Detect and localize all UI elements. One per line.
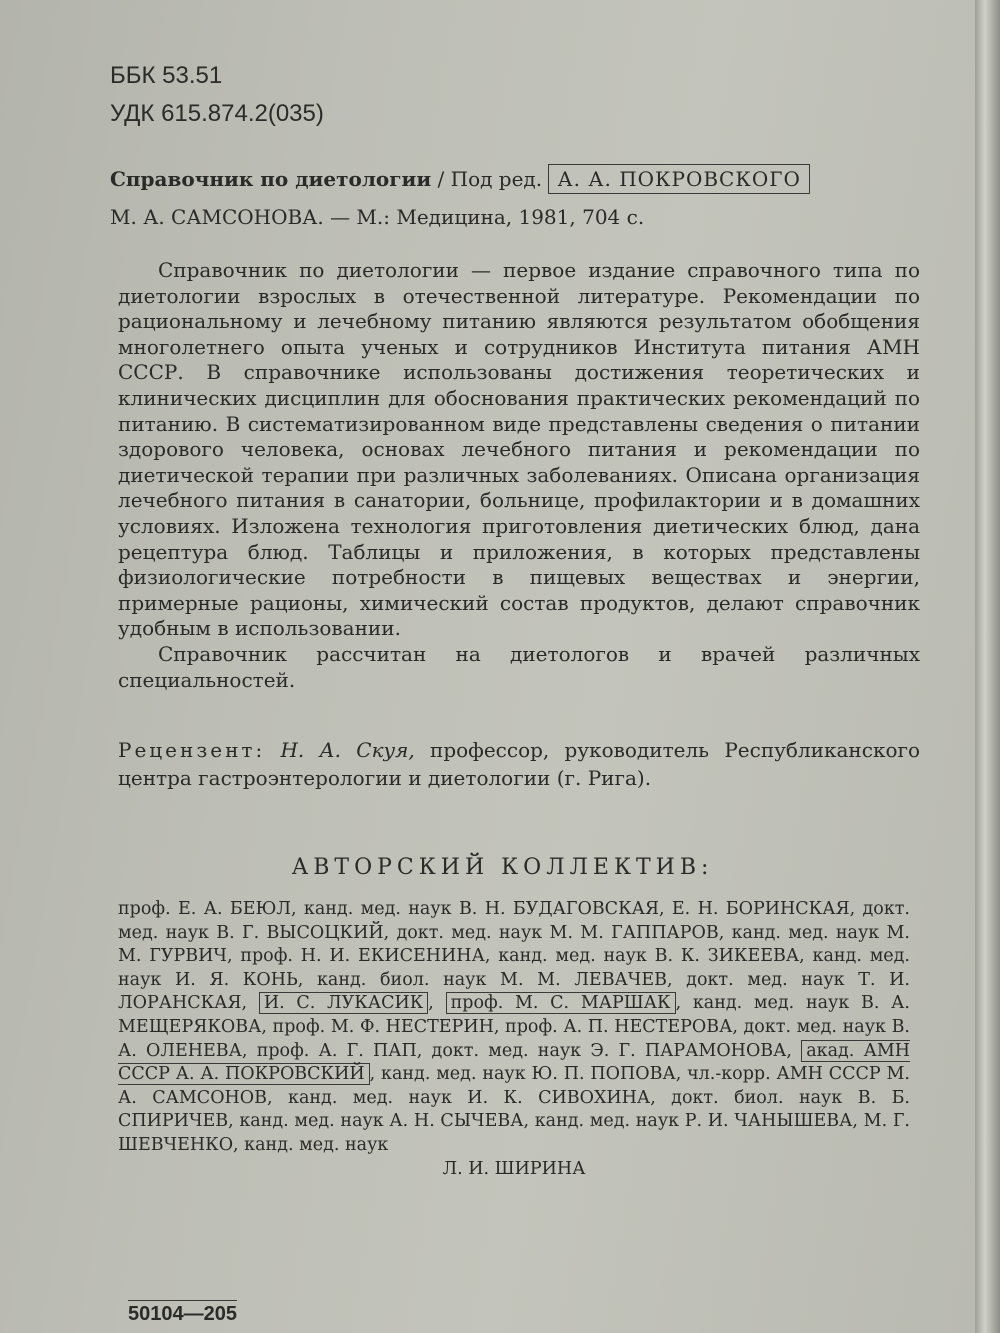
authors-last: Л. И. ШИРИНА [442,1158,586,1179]
authors-part-2: , канд. мед. наук В. А. МЕЩЕРЯКОВА, проф. М. Ф. НЕСТЕРИН, проф. А. П. НЕСТЕРОВА, докт. мед. наук В. А. ОЛЕНЕВА, проф. А. Г. ПАП, докт. мед. наук Э. Г. ПАРАМОНОВА, [118,993,910,1061]
authors-part-1: проф. Е. А. БЕЮЛ, канд. мед. наук В. Н. БУДАГОВСКАЯ, Е. Н. БОРИНСКАЯ, докт. мед. наук В. Г. ВЫСОЦКИЙ, докт. мед. наук М. М. ГАППАРОВ, канд. мед. наук М. М. ГУРВИЧ, проф. Н. И. ЕКИСЕНИНА, канд. мед. наук В. К. ЗИКЕЕВА, канд. мед. наук И. Я. КОНЬ, канд. биол. наук М. М. ЛЕВАЧЕВ, докт. мед. наук Т. И. ЛОРАНСКАЯ, [118,899,910,1014]
book-title: Справочник по диетологии [110,167,432,191]
authors-part-3: , канд. мед. наук Ю. П. ПОПОВА, чл.-корр. АМН СССР М. А. САМСОНОВ, канд. мед. наук И. К. СИВОХИНА, докт. биол. наук В. Б. СПИРИЧЕВ, канд. мед. наук А. Н. СЫЧЕВА, канд. мед. наук Р. И. ЧАНЫШЕВА, М. Г. ШЕВЧЕНКО, канд. мед. наук [118,1064,910,1155]
reviewer-block [118,736,920,792]
reviewer-label: Рецензент: [118,738,266,762]
page-edge [975,0,1000,1333]
framed-author-1: И. С. ЛУКАСИК [259,992,428,1014]
framed-author-3: акад. АМН СССР А. А. ПОКРОВСКИЙ [118,1040,910,1085]
abstract [118,258,920,693]
abstract-paragraph-1: Справочник по диетологии — первое издание справочного типа по диетологии взрослых в отечественной литературе. Рекомендации по рациональному и лечебному питанию являются результатом обобщения многолетнего опыта ученых и сотрудников Института питания АМН СССР. В справочнике использованы достижения теоретических и клинических дисциплин для обоснования практических рекомендаций по питанию. В систематизированном виде представлены сведения о питании здорового человека, основах лечебного питания и рекомендации по диетической терапии при различных заболеваниях. Описана организация лечебного питания в санатории, больнице, профилактории и в домашних условиях. Изложена технология приготовления диетических блюд, дана рецептура блюд. Таблицы и приложения, в которых представлены физиологические потребности в пищевых веществах и энергии, примерные рационы, химический состав продуктов, делают справочник удобным в использовании. [118,258,920,641]
reviewer-name: Н. А. Скуя, [280,738,415,762]
editor-prefix: / Под ред. [437,167,543,191]
bbk-code: ББК 53.51 [110,62,223,89]
authors-heading: АВТОРСКИЙ КОЛЛЕКТИВ: [291,855,714,880]
authors-separator: , [428,993,434,1014]
citation-line-1 [110,160,810,198]
udk-code: УДК 615.874.2(035) [110,100,324,127]
abstract-paragraph-2: Справочник рассчитан на диетологов и врачей различных специальностей. [118,641,920,692]
authors-list [118,898,910,1181]
citation-line-2: М. А. САМСОНОВА. — М.: Медицина, 1981, 704 с. [110,205,645,229]
reviewer-description: профессор, руководитель Республиканского центра гастроэнтерологии и диетологии (г. Рига). [118,738,921,790]
editor-boxed-name: А. А. ПОКРОВСКОГО [548,164,809,194]
framed-author-2: проф. М. С. МАРШАК [446,992,676,1014]
catalog-code: 50104—205 [128,1300,237,1326]
